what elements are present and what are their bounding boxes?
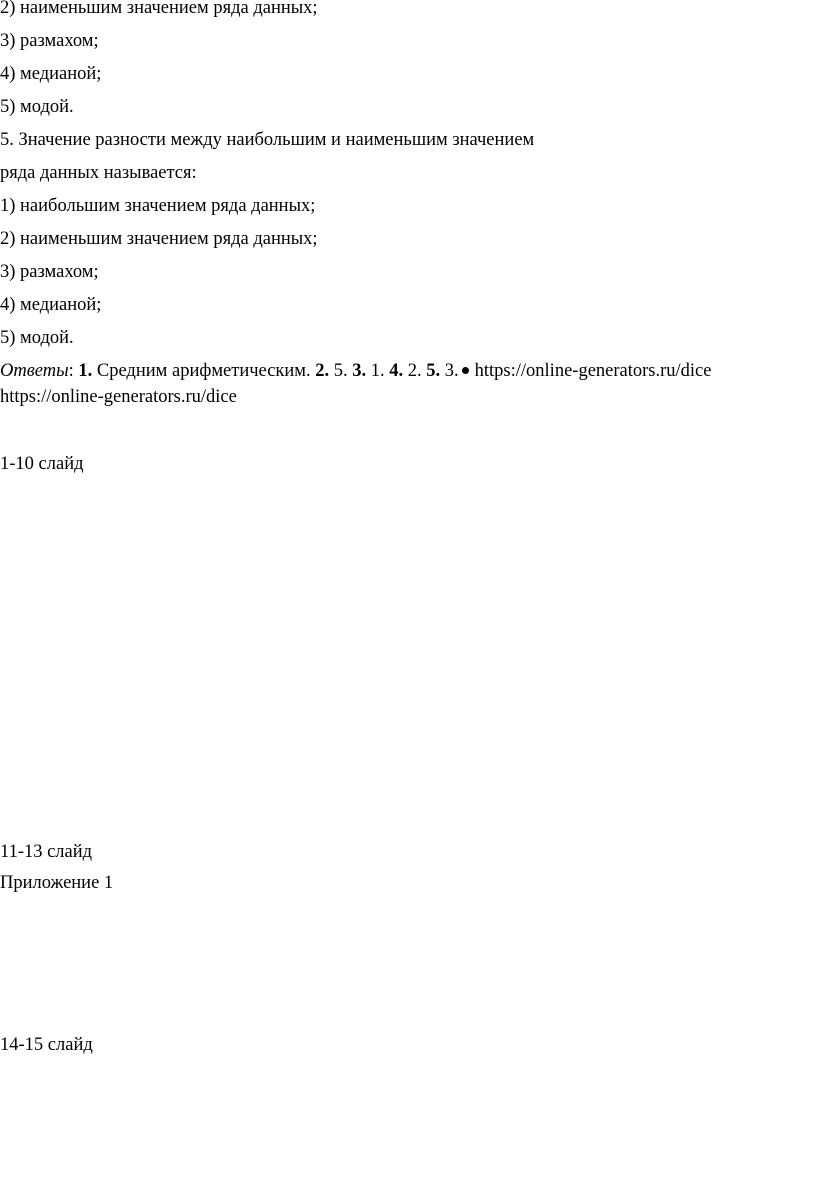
q4-option-4: 4) медианой; (0, 64, 102, 84)
answer-5-number: 5. (426, 361, 441, 381)
section-slides-11-13: 11-13 слайд (0, 842, 93, 862)
answers-line (0, 359, 711, 383)
answer-3-text: 1. (366, 361, 390, 381)
section-slides-14-15: 14-15 слайд (0, 1035, 93, 1055)
section-slides-1-10: 1-10 слайд (0, 454, 84, 474)
q4-option-3: 3) размахом; (0, 31, 99, 51)
bullet-dot-icon (462, 367, 469, 374)
answer-4-text: 2. (403, 361, 427, 381)
answer-2-text: 5. (329, 361, 353, 381)
answer-5-text: 3. (440, 361, 459, 381)
answer-1-text: Средним арифметическим. (92, 361, 316, 381)
q4-option-5: 5) модой. (0, 97, 74, 117)
answer-4-number: 4. (389, 361, 404, 381)
dice-link-2-line (0, 385, 237, 409)
answers-colon: : (68, 361, 79, 381)
answers-label: Ответы (0, 361, 69, 381)
q5-option-3: 3) размахом; (0, 262, 99, 282)
q5-option-2: 2) наименьшим значением ряда данных; (0, 229, 318, 249)
q4-option-2: 2) наименьшим значением ряда данных; (0, 0, 318, 18)
answer-1-number: 1. (78, 361, 93, 381)
q5-question-line2: ряда данных называется: (0, 163, 197, 183)
q5-option-4: 4) медианой; (0, 295, 102, 315)
q5-question-line1: 5. Значение разности между наибольшим и наименьшим значением (0, 130, 535, 150)
answer-2-number: 2. (315, 361, 330, 381)
q5-option-1: 1) наибольшим значением ряда данных; (0, 196, 316, 216)
dice-link-2[interactable]: https://online-generators.ru/dice (0, 387, 237, 407)
q5-option-5: 5) модой. (0, 328, 74, 348)
section-appendix-1: Приложение 1 (0, 873, 114, 893)
dice-link-1[interactable]: https://online-generators.ru/dice (474, 361, 712, 381)
answer-3-number: 3. (352, 361, 367, 381)
